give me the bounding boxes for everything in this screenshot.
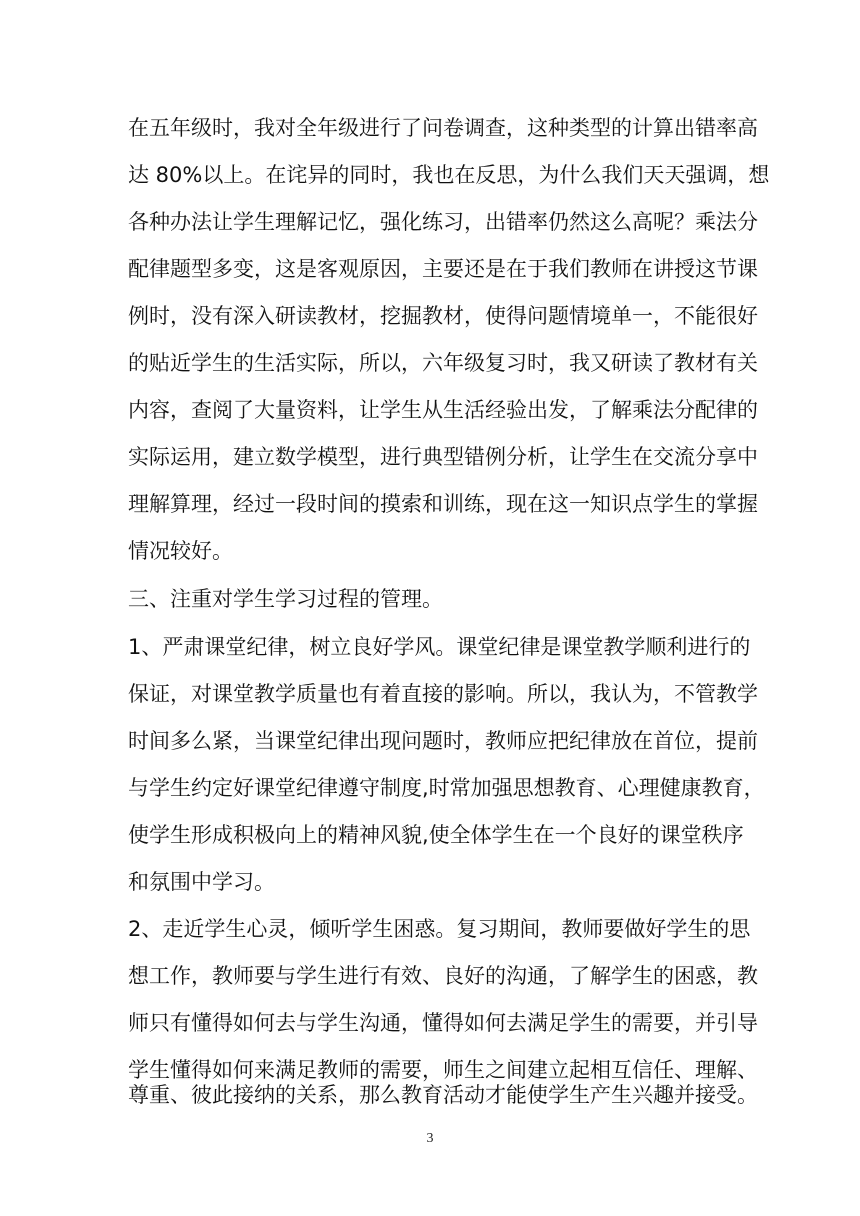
section-heading: 三、注重对学生学习过程的管理。 xyxy=(128,587,443,611)
page-number: 3 xyxy=(426,1131,434,1146)
text-line: 想工作，教师要与学生进行有效、良好的沟通，了解学生的困惑，教 xyxy=(128,964,758,988)
text-line: 的贴近学生的生活实际，所以，六年级复习时，我又研读了教材有关 xyxy=(128,351,758,375)
text-line: 达 80%以上。在诧异的同时，我也在反思，为什么我们天天强调，想 xyxy=(128,163,770,187)
text-line: 在五年级时，我对全年级进行了问卷调查，这种类型的计算出错率高 xyxy=(128,116,758,140)
text-line: 保证，对课堂教学质量也有着直接的影响。所以，我认为，不管教学 xyxy=(128,682,758,706)
text-line: 内容，查阅了大量资料，让学生从生活经验出发，了解乘法分配律的 xyxy=(128,398,758,422)
text-line: 尊重、彼此接纳的关系，那么教育活动才能使学生产生兴趣并接受。 xyxy=(128,1083,758,1107)
text-line: 和氛围中学习。 xyxy=(128,870,275,894)
text-line: 与学生约定好课堂纪律遵守制度,时常加强思想教育、心理健康教育， xyxy=(128,776,765,800)
text-line: 2、走近学生心灵，倾听学生困惑。复习期间，教师要做好学生的思 xyxy=(128,917,751,941)
text-line: 例时，没有深入研读教材，挖掘教材，使得问题情境单一，不能很好 xyxy=(128,304,758,328)
text-line: 师只有懂得如何去与学生沟通，懂得如何去满足学生的需要，并引导 xyxy=(128,1011,758,1035)
text-line: 实际运用，建立数学模型，进行典型错例分析，让学生在交流分享中 xyxy=(128,445,758,469)
text-line: 使学生形成积极向上的精神风貌,使全体学生在一个良好的课堂秩序 xyxy=(128,823,744,847)
text-line: 时间多么紧，当课堂纪律出现问题时，教师应把纪律放在首位，提前 xyxy=(128,729,758,753)
text-line: 各种办法让学生理解记忆，强化练习，出错率仍然这么高呢？乘法分 xyxy=(128,210,758,234)
text-line: 配律题型多变，这是客观原因，主要还是在于我们教师在讲授这节课 xyxy=(128,257,758,281)
text-line: 1、严肃课堂纪律，树立良好学风。课堂纪律是课堂教学顺利进行的 xyxy=(128,635,751,659)
text-line: 情况较好。 xyxy=(128,539,233,563)
text-line: 学生懂得如何来满足教师的需要，师生之间建立起相互信任、理解、 xyxy=(128,1058,758,1082)
text-line: 理解算理，经过一段时间的摸索和训练，现在这一知识点学生的掌握 xyxy=(128,492,758,516)
